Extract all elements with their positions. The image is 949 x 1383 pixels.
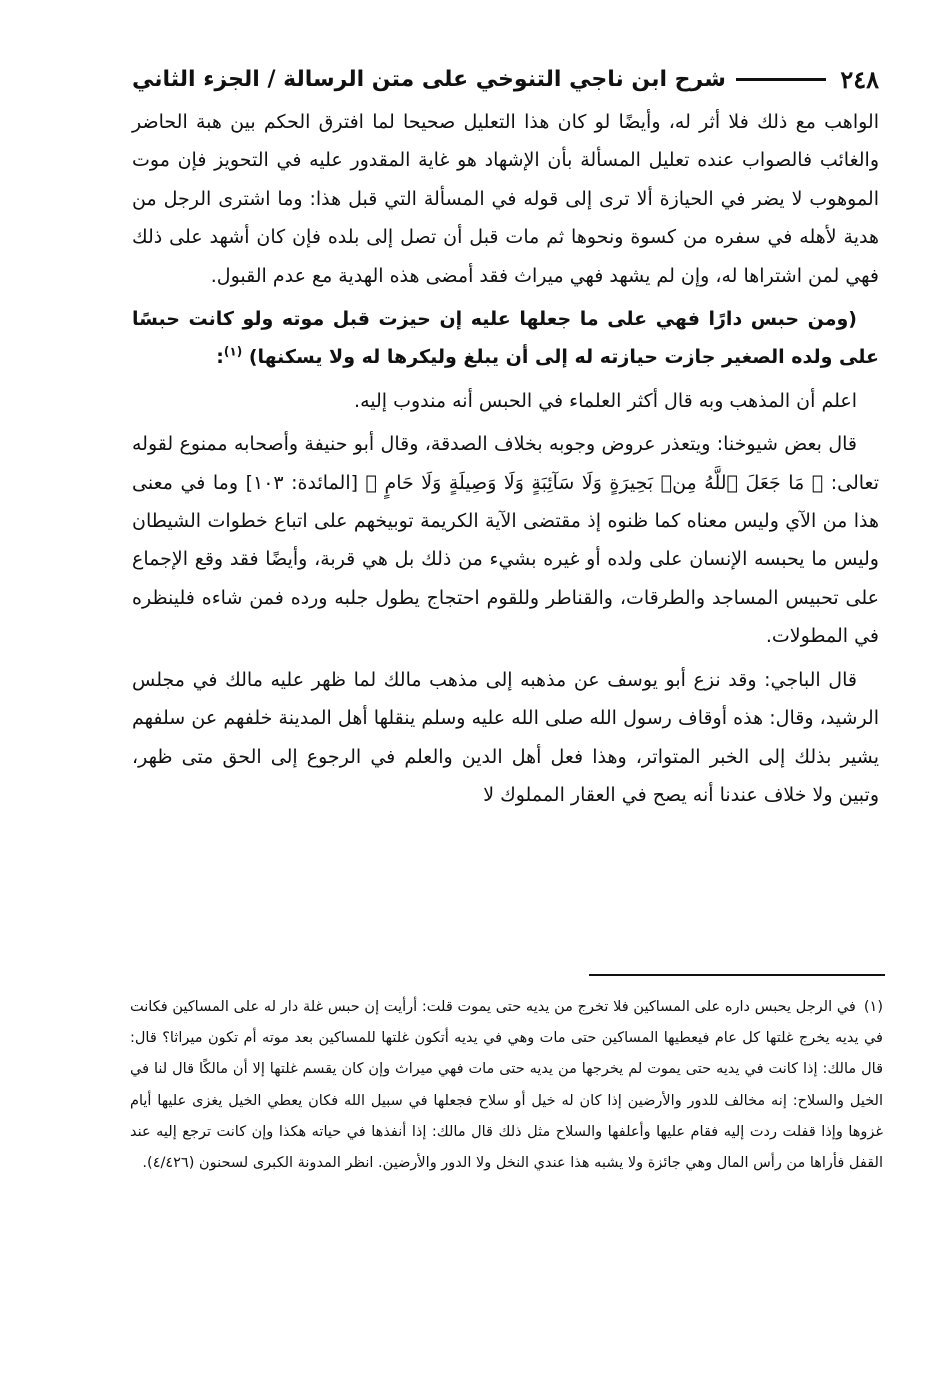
matn-quote-colon: : [216,346,224,369]
running-title: شرح ابن ناجي التنوخي على متن الرسالة / الجزء الثاني [132,66,726,92]
paragraph-5: قال الباجي: وقد نزع أبو يوسف عن مذهبه إلى مذهب مالك لما ظهر عليه مالك في مجلس الرشيد، وقال: هذه أوقاف رسول الله صلى الله عليه وسلم ينقلها أهل المدينة خلفهم عن سلفهم يشير بذلك إلى الخبر المتواتر، وهذا فعل أهل الدين والعلم في الرجوع إلى الحق متى ظهر، وتبين ولا خلاف عندنا أنه يصح في العقار المملوك لا [132,668,879,806]
page-number: ٢٤٨ [840,64,879,94]
footnote-reference: (١) [223,345,243,360]
header-rule [736,78,826,81]
footnote-marker: (١) [863,999,883,1015]
footnote-1 [130,992,883,1179]
main-text [132,103,879,814]
footnote-text: في الرجل يحبس داره على المساكين فلا تخرج من يديه حتى يموت قلت: أرأيت إن حبس غلة دار له على المساكين فكانت في يديه يخرج غلتها كل عام فيعطيها المساكين حتى مات وهي في يديه أتكون غلتها للمساكين بعد موته أم تكون ميراثا؟ قال: قال مالك: إذا كانت في يديه حتى يموت لم يخرجها من يديه حتى مات فهي ميراث وإن كان يقسم غلتها إلا أن مالكًا قال لنا في الخيل والسلاح: إنه مخالف للدور والأرضين إذا كان له خيل أو سلاح فجعلها في سبيل الله فكان يعطي الخيل يغزى عليها أيام غزوها وإذا قفلت ردت إليه فقام عليها وأعلفها والسلاح مثل ذلك قال مالك: إذا أنفذها في حياته هكذا وإن كانت ترجع إليه عند القفل فأراها من رأس المال وهي جائزة ولا يشبه هذا عندي النخل ولا الدور والأرضين. انظر المدونة الكبرى لسحنون (٤/٤٢٦). [130,999,883,1172]
paragraph-3: اعلم أن المذهب وبه قال أكثر العلماء في الحبس أنه مندوب إليه. [354,389,857,412]
footnote-separator [589,974,885,976]
running-header [132,58,879,100]
matn-quote: (ومن حبس دارًا فهي على ما جعلها عليه إن حيزت قبل موته ولو كانت حبسًا على ولده الصغير جازت حيازته له إلى أن يبلغ وليكرها له ولا يسكنها) [132,308,879,369]
paragraph-4: قال بعض شيوخنا: ويتعذر عروض وجوبه بخلاف الصدقة، وقال أبو حنيفة وأصحابه ممنوع لقوله تعالى: ﴿ مَا جَعَلَ ٱللَّهُ مِنۢ بَحِيرَةٍ وَلَا سَآئِبَةٍ وَلَا وَصِيلَةٍ وَلَا حَامٍ ﴾ [المائدة: ١٠٣] وما في معنى هذا من الآي وليس معناه كما ظنوه إذ مقتضى الآية الكريمة توبيخهم على اتباع خطوات الشيطان وليس ما يحبسه الإنسان على ولده أو غيره بشيء من ذلك بل هي قربة، وأيضًا فقد وقع الإجماع على تحبيس المساجد والطرقات، والقناطر وللقوم احتجاج يطول جلبه ورده فمن شاءه فلينظره في المطولات. [132,433,879,648]
matn-quote-paragraph [132,300,879,377]
paragraph-1: الواهب مع ذلك فلا أثر له، وأيضًا لو كان هذا التعليل صحيحا لما افترق الحكم بين هبة الحاضر والغائب فالصواب عنده تعليل المسألة بأن الإشهاد هو غاية المقدور عليه في التحويز فإن موت الموهوب لا يضر في الحيازة ألا ترى إلى قوله في المسألة التي قبل هذا: وما اشترى الرجل من هدية لأهله في سفره من كسوة ونحوها ثم مات قبل أن تصل إلى بلده فإن كان أشهد على ذلك فهي لمن اشتراها له، وإن لم يشهد فهي ميراث فقد أمضى هذه الهدية مع عدم القبول. [132,111,879,287]
